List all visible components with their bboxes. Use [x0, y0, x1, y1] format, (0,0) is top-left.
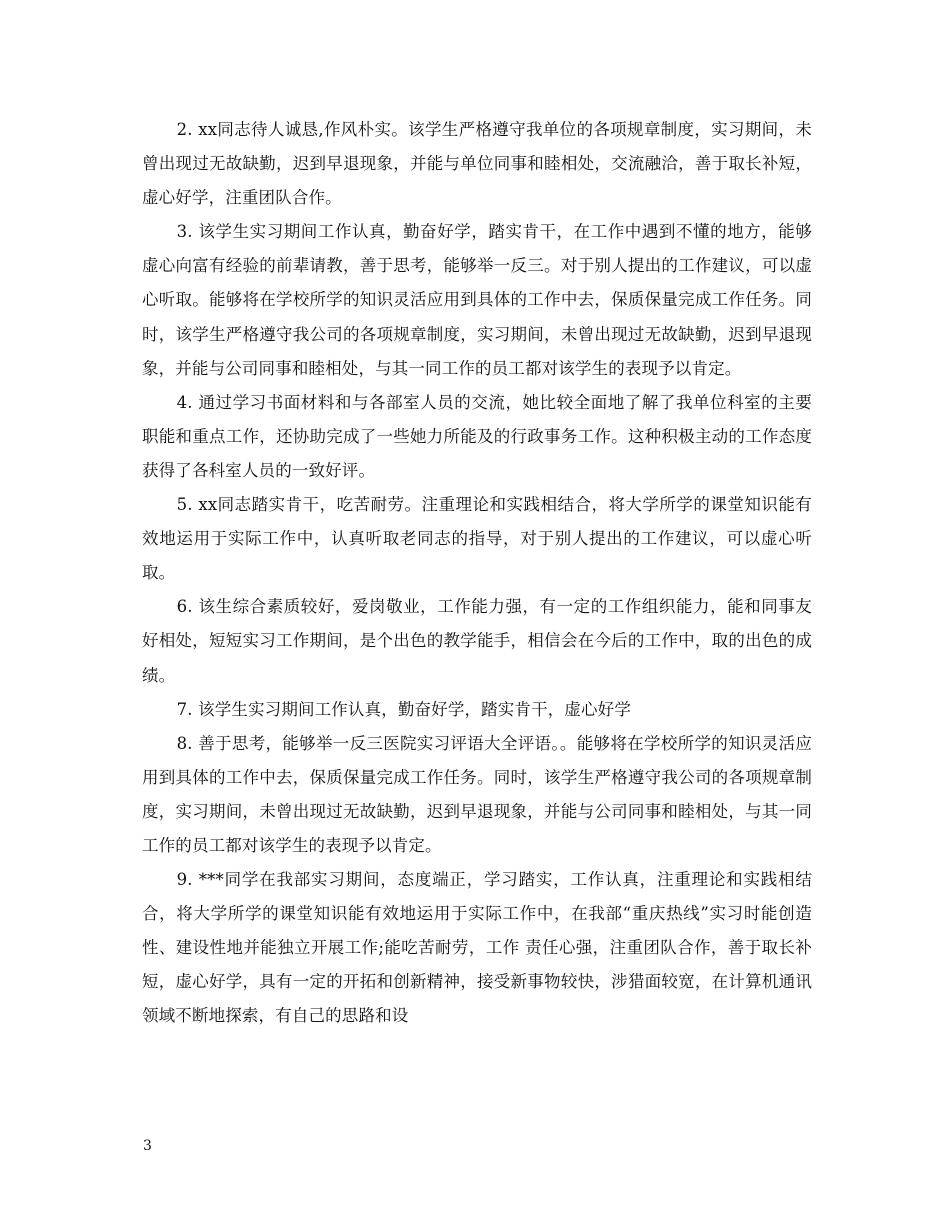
paragraph-7: 7. 该学生实习期间工作认真，勤奋好学，踏实肯干，虚心好学: [176, 699, 631, 719]
paragraph-8: 8. 善于思考，能够举一反三医院实习评语大全评语。。能够将在学校所学的知识灵活应用到具体的工作中去，保质保量完成工作任务。同时，该学生严格遵守我公司的各项规章制度，实习期间，未曾出现过无故缺勤，迟到早退现象，并能与公司同事和睦相处，与其一同工作的员工都对该学生的表现予以肯定。: [142, 733, 812, 855]
paragraph-9: 9. ***同学在我部实习期间，态度端正，学习踏实，工作认真，注重理论和实践相结合，将大学所学的课堂知识能有效地运用于实际工作中，在我部“重庆热线”实习时能创造性、建设性地并能独立开展工作;能吃苦耐劳，工作 责任心强，注重团队合作，善于取长补短，虚心好学，具有一定的开拓和创新精神，接受新事物较快，涉猎面较宽，在计算机通讯领域不断地探索，有自己的思路和设: [142, 870, 812, 1026]
paragraph-5: 5. xx同志踏实肯干，吃苦耐劳。注重理论和实践相结合，将大学所学的课堂知识能有效地运用于实际工作中，认真听取老同志的指导，对于别人提出的工作建议，可以虚心听取。: [142, 495, 812, 583]
page-number: 3: [143, 1138, 152, 1154]
paragraph-4: 4. 通过学习书面材料和与各部室人员的交流，她比较全面地了解了我单位科室的主要职能和重点工作，还协助完成了一些她力所能及的行政事务工作。这种积极主动的工作态度获得了各科室人员的一致好评。: [142, 392, 812, 480]
body-text: [142, 113, 812, 1034]
paragraph-6: 6. 该生综合素质较好，爱岗敬业，工作能力强，有一定的工作组织能力，能和同事友好相处，短短实习工作期间，是个出色的教学能手，相信会在今后的工作中，取的出色的成绩。: [142, 597, 812, 685]
paragraph-2: 2. xx同志待人诚恳,作风朴实。该学生严格遵守我单位的各项规章制度，实习期间，未曾出现过无故缺勤，迟到早退现象，并能与单位同事和睦相处，交流融洽，善于取长补短，虚心好学，注重团队合作。: [142, 120, 812, 208]
paragraph-3: 3. 该学生实习期间工作认真，勤奋好学，踏实肯干，在工作中遇到不懂的地方，能够虚心向富有经验的前辈请教，善于思考，能够举一反三。对于别人提出的工作建议，可以虚心听取。能够将在学校所学的知识灵活应用到具体的工作中去，保质保量完成工作任务。同时，该学生严格遵守我公司的各项规章制度，实习期间，未曾出现过无故缺勤，迟到早退现象，并能与公司同事和睦相处，与其一同工作的员工都对该学生的表现予以肯定。: [142, 222, 812, 378]
